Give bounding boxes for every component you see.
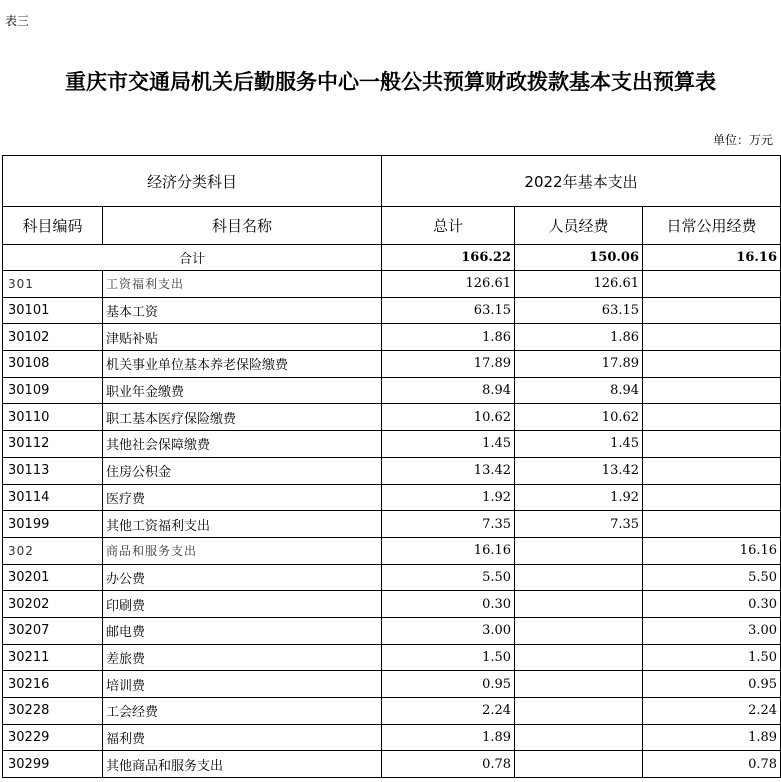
item-name: 办公费	[103, 564, 382, 591]
code: 301	[3, 271, 103, 298]
code: 30110	[3, 404, 103, 431]
total-cell: 10.62	[382, 404, 515, 431]
daily-cell: 3.00	[643, 617, 781, 644]
daily-cell	[643, 431, 781, 458]
table-row	[3, 698, 781, 725]
category-row	[3, 271, 781, 298]
total-cell: 2.24	[382, 698, 515, 725]
code: 30109	[3, 377, 103, 404]
page-title: 重庆市交通局机关后勤服务中心一般公共预算财政拨款基本支出预算表	[65, 70, 716, 94]
table-row	[3, 297, 781, 324]
personnel-cell	[515, 644, 643, 671]
code: 30101	[3, 297, 103, 324]
item-name: 基本工资	[103, 297, 382, 324]
total-cell: 126.61	[382, 271, 515, 298]
daily-cell	[643, 271, 781, 298]
total-cell: 13.42	[382, 457, 515, 484]
daily-cell: 1.89	[643, 724, 781, 751]
code: 30207	[3, 617, 103, 644]
total-cell: 1.50	[382, 644, 515, 671]
sum-total: 166.22	[382, 245, 515, 271]
daily-cell	[643, 351, 781, 378]
code: 30113	[3, 457, 103, 484]
code: 30216	[3, 671, 103, 698]
code: 30202	[3, 591, 103, 618]
table-row	[3, 751, 781, 778]
personnel-cell	[515, 751, 643, 778]
item-name: 津贴补贴	[103, 324, 382, 351]
item-name: 印刷费	[103, 591, 382, 618]
code: 30102	[3, 324, 103, 351]
item-name: 住房公积金	[103, 457, 382, 484]
header-total: 总计	[382, 207, 515, 245]
header-name: 科目名称	[103, 207, 382, 245]
personnel-cell: 7.35	[515, 511, 643, 538]
total-cell: 5.50	[382, 564, 515, 591]
budget-table	[2, 155, 781, 778]
header-daily: 日常公用经费	[643, 207, 781, 245]
table-row	[3, 404, 781, 431]
total-cell: 1.45	[382, 431, 515, 458]
table-row	[3, 724, 781, 751]
personnel-cell: 8.94	[515, 377, 643, 404]
table-tag: 表三	[5, 14, 30, 28]
table-row	[3, 644, 781, 671]
daily-cell	[643, 404, 781, 431]
code: 30211	[3, 644, 103, 671]
code: 30112	[3, 431, 103, 458]
table-row	[3, 324, 781, 351]
daily-cell	[643, 297, 781, 324]
table-row	[3, 564, 781, 591]
category-row	[3, 537, 781, 564]
table-row	[3, 511, 781, 538]
total-cell: 3.00	[382, 617, 515, 644]
daily-cell	[643, 324, 781, 351]
daily-cell	[643, 377, 781, 404]
item-name: 其他工资福利支出	[103, 511, 382, 538]
total-cell: 63.15	[382, 297, 515, 324]
table-row	[3, 431, 781, 458]
daily-cell: 0.78	[643, 751, 781, 778]
daily-cell: 2.24	[643, 698, 781, 725]
code: 30114	[3, 484, 103, 511]
header-column-row	[3, 207, 781, 245]
header-basic-expenditure: 2022年基本支出	[382, 156, 781, 207]
personnel-cell: 10.62	[515, 404, 643, 431]
personnel-cell: 63.15	[515, 297, 643, 324]
personnel-cell	[515, 724, 643, 751]
daily-cell	[643, 484, 781, 511]
table-row	[3, 671, 781, 698]
total-cell: 1.92	[382, 484, 515, 511]
personnel-cell	[515, 591, 643, 618]
item-name: 工会经费	[103, 698, 382, 725]
item-name: 商品和服务支出	[103, 537, 382, 564]
code: 30228	[3, 698, 103, 725]
header-code: 科目编码	[3, 207, 103, 245]
table-row	[3, 617, 781, 644]
table-row	[3, 591, 781, 618]
daily-cell: 5.50	[643, 564, 781, 591]
item-name: 机关事业单位基本养老保险缴费	[103, 351, 382, 378]
item-name: 差旅费	[103, 644, 382, 671]
item-name: 培训费	[103, 671, 382, 698]
total-cell: 8.94	[382, 377, 515, 404]
personnel-cell	[515, 698, 643, 725]
personnel-cell	[515, 537, 643, 564]
table-row	[3, 484, 781, 511]
table-row	[3, 351, 781, 378]
total-cell: 7.35	[382, 511, 515, 538]
personnel-cell: 1.45	[515, 431, 643, 458]
code: 30299	[3, 751, 103, 778]
sum-daily: 16.16	[643, 245, 781, 271]
table-row	[3, 377, 781, 404]
item-name: 福利费	[103, 724, 382, 751]
sum-personnel: 150.06	[515, 245, 643, 271]
total-cell: 0.30	[382, 591, 515, 618]
total-cell: 0.78	[382, 751, 515, 778]
total-cell: 16.16	[382, 537, 515, 564]
code: 30199	[3, 511, 103, 538]
item-name: 医疗费	[103, 484, 382, 511]
personnel-cell	[515, 671, 643, 698]
personnel-cell: 13.42	[515, 457, 643, 484]
item-name: 其他社会保障缴费	[103, 431, 382, 458]
personnel-cell: 126.61	[515, 271, 643, 298]
personnel-cell	[515, 564, 643, 591]
sum-label: 合计	[3, 245, 382, 271]
daily-cell	[643, 511, 781, 538]
sum-row	[3, 245, 781, 271]
code: 30201	[3, 564, 103, 591]
total-cell: 0.95	[382, 671, 515, 698]
daily-cell: 0.95	[643, 671, 781, 698]
personnel-cell: 1.86	[515, 324, 643, 351]
table-row	[3, 457, 781, 484]
item-name: 其他商品和服务支出	[103, 751, 382, 778]
item-name: 邮电费	[103, 617, 382, 644]
total-cell: 1.89	[382, 724, 515, 751]
personnel-cell: 1.92	[515, 484, 643, 511]
code: 30108	[3, 351, 103, 378]
header-group-row	[3, 156, 781, 207]
daily-cell: 0.30	[643, 591, 781, 618]
item-name: 工资福利支出	[103, 271, 382, 298]
personnel-cell: 17.89	[515, 351, 643, 378]
daily-cell	[643, 457, 781, 484]
personnel-cell	[515, 617, 643, 644]
code: 30229	[3, 724, 103, 751]
total-cell: 1.86	[382, 324, 515, 351]
code: 302	[3, 537, 103, 564]
item-name: 职业年金缴费	[103, 377, 382, 404]
header-economic-category: 经济分类科目	[3, 156, 382, 207]
total-cell: 17.89	[382, 351, 515, 378]
unit-label: 单位：万元	[712, 133, 773, 147]
item-name: 职工基本医疗保险缴费	[103, 404, 382, 431]
daily-cell: 1.50	[643, 644, 781, 671]
daily-cell: 16.16	[643, 537, 781, 564]
header-personnel: 人员经费	[515, 207, 643, 245]
